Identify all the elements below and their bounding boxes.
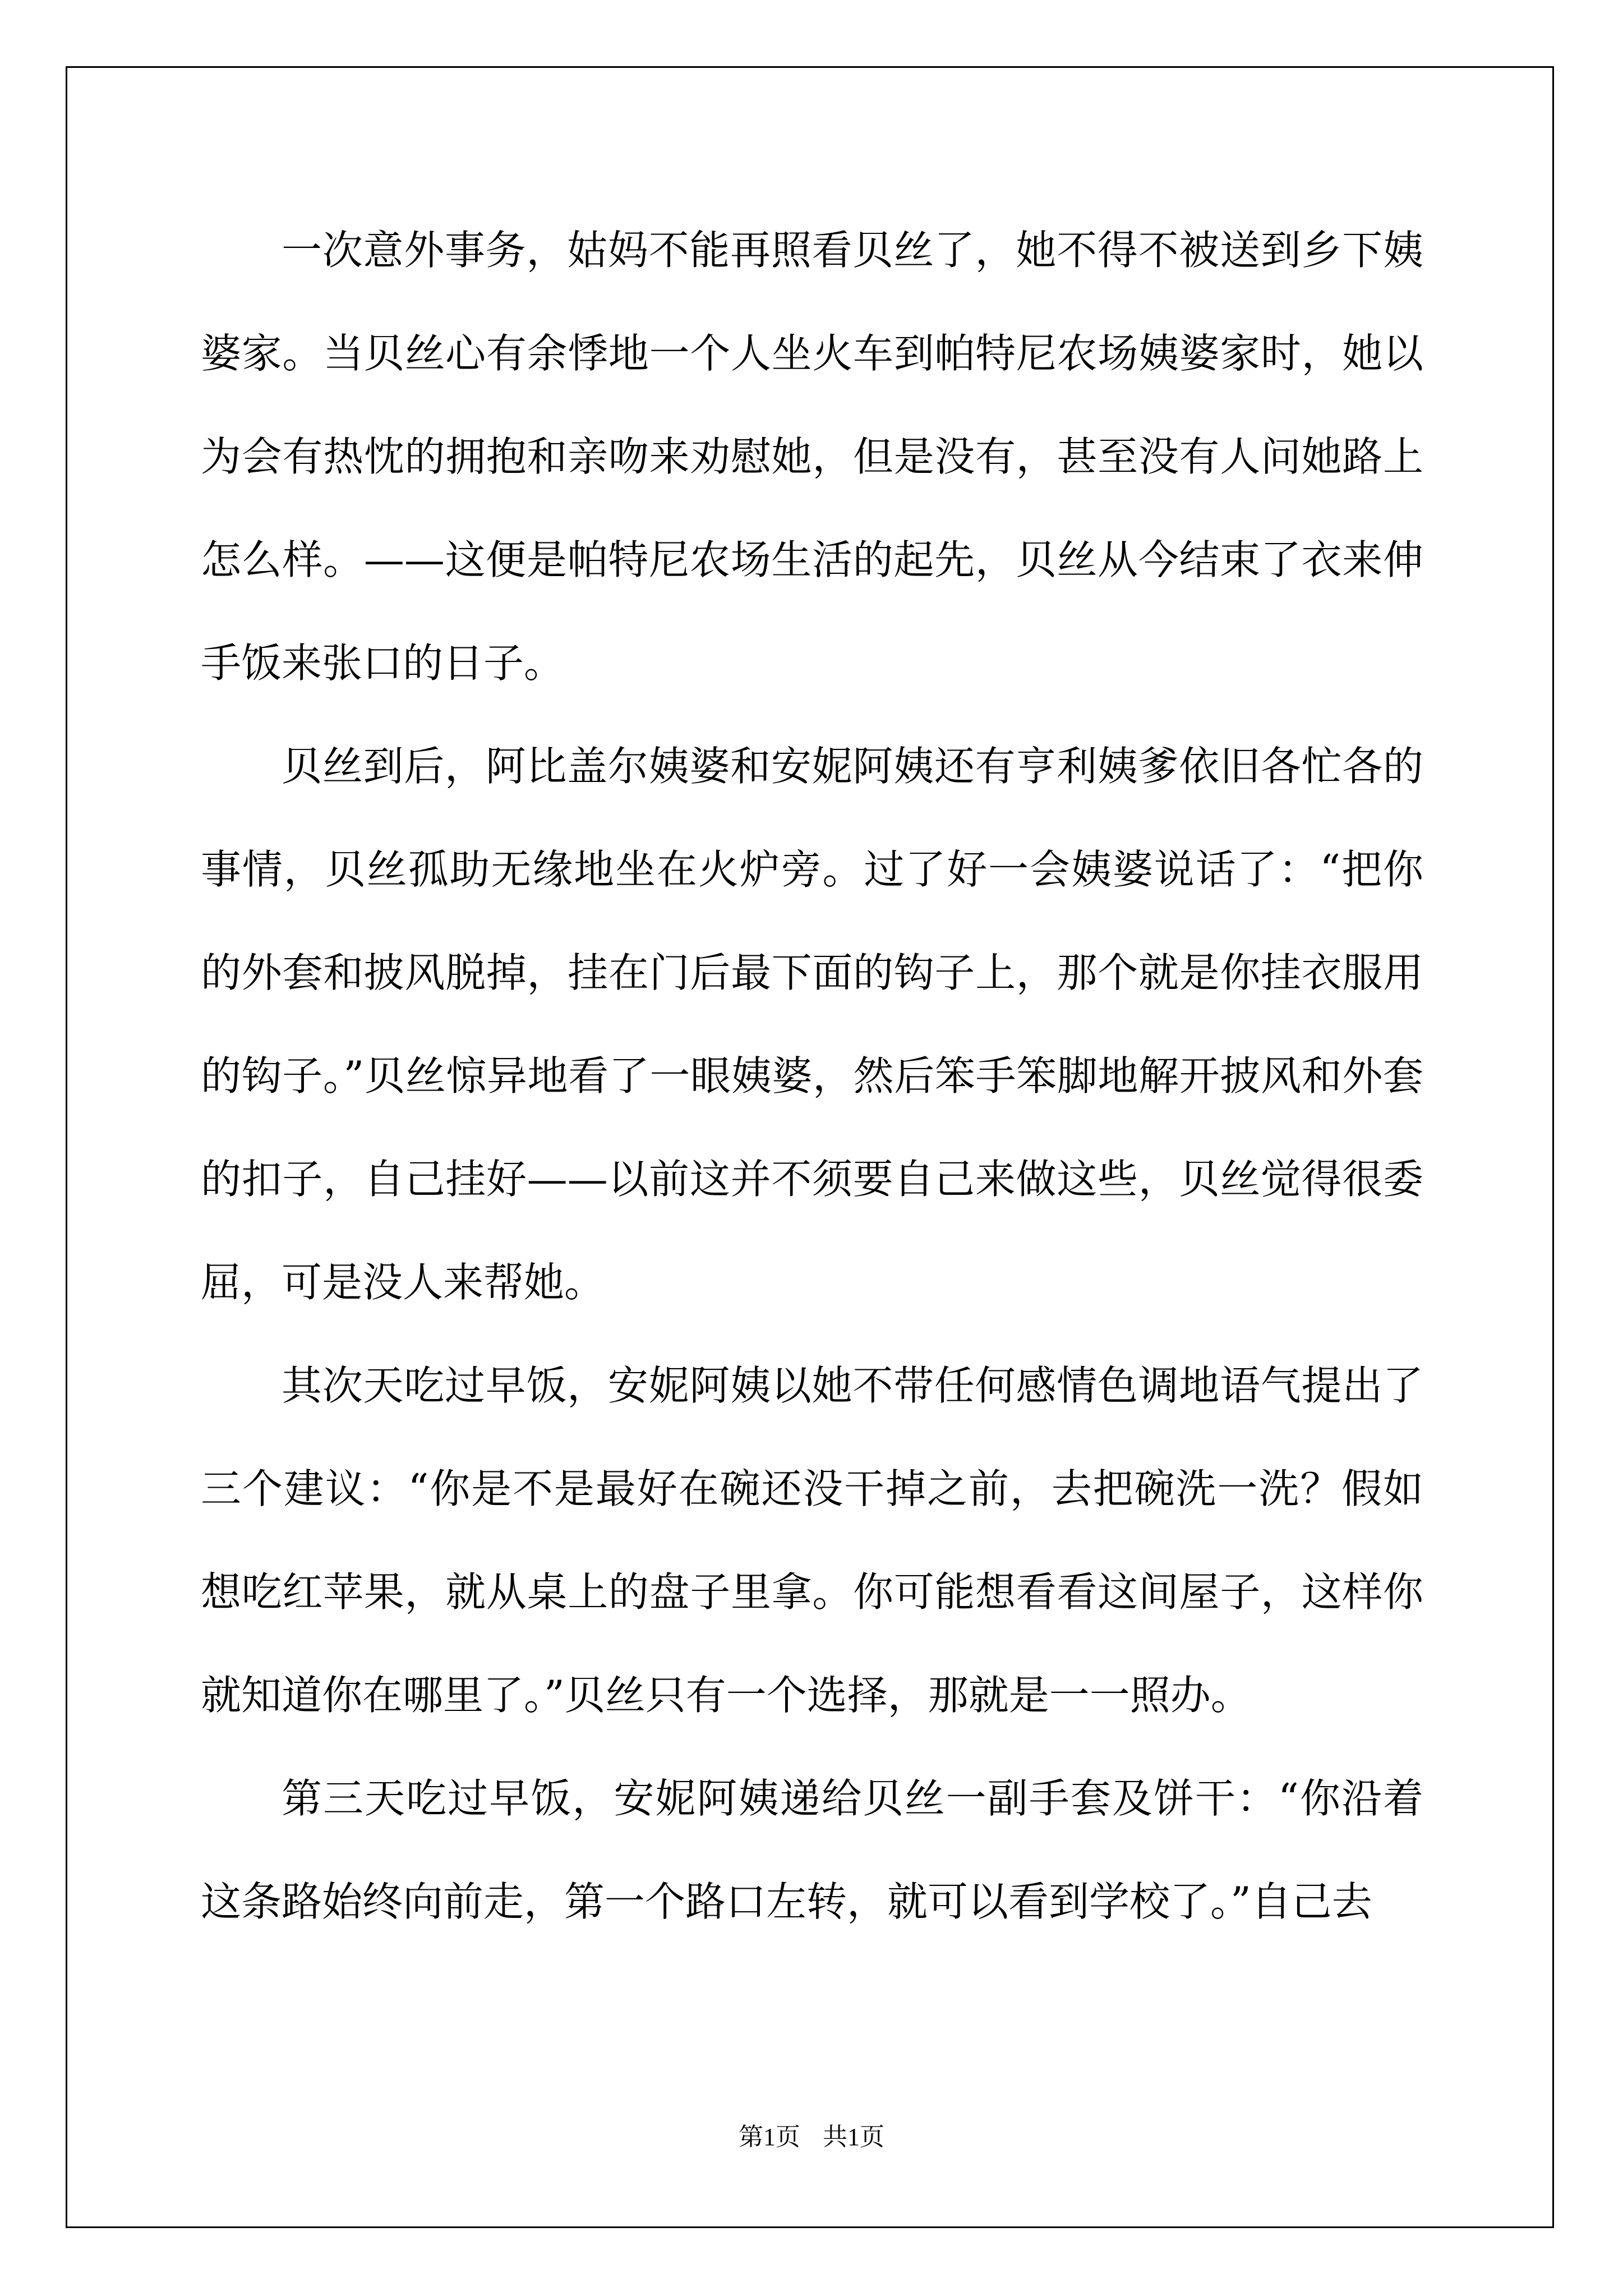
paragraph: 第三天吃过早饭，安妮阿姨递给贝丝一副手套及饼干：“你沿着这条路始终向前走，第一个路口左转，就可以看到学校了。”自己去 (201, 1775, 1423, 1925)
page-number-current: 第1页 (739, 2123, 800, 2151)
paragraph: 贝丝到后，阿比盖尔姨婆和安妮阿姨还有亨利姨爹依旧各忙各的事情，贝丝孤助无缘地坐在火炉旁。过了好一会姨婆说话了：“把你的外套和披风脱掉，挂在门后最下面的钩子上，那个就是你挂衣服用的钩子。”贝丝惊异地看了一眼姨婆，然后笨手笨脚地解开披风和外套的扣子，自己挂好——以前这并不须要自己来做这些，贝丝觉得很委屈，可是没人来帮她。 (201, 743, 1423, 1306)
paragraph: 一次意外事务，姑妈不能再照看贝丝了，她不得不被送到乡下姨婆家。当贝丝心有余悸地一个人坐火车到帕特尼农场姨婆家时，她以为会有热忱的拥抱和亲吻来劝慰她，但是没有，甚至没有人问她路上怎么样。——这便是帕特尼农场生活的起先，贝丝从今结束了衣来伸手饭来张口的日子。 (201, 227, 1423, 687)
paragraph: 其次天吃过早饭，安妮阿姨以她不带任何感情色调地语气提出了三个建议：“你是不是最好在碗还没干掉之前，去把碗洗一洗？假如想吃红苹果，就从桌上的盘子里拿。你可能想看看这间屋子，这样你就知道你在哪里了。”贝丝只有一个选择，那就是一一照办。 (201, 1362, 1423, 1719)
page-footer (0, 2120, 1623, 2154)
document-body (201, 199, 1423, 1953)
page-number-total: 共1页 (823, 2123, 884, 2151)
